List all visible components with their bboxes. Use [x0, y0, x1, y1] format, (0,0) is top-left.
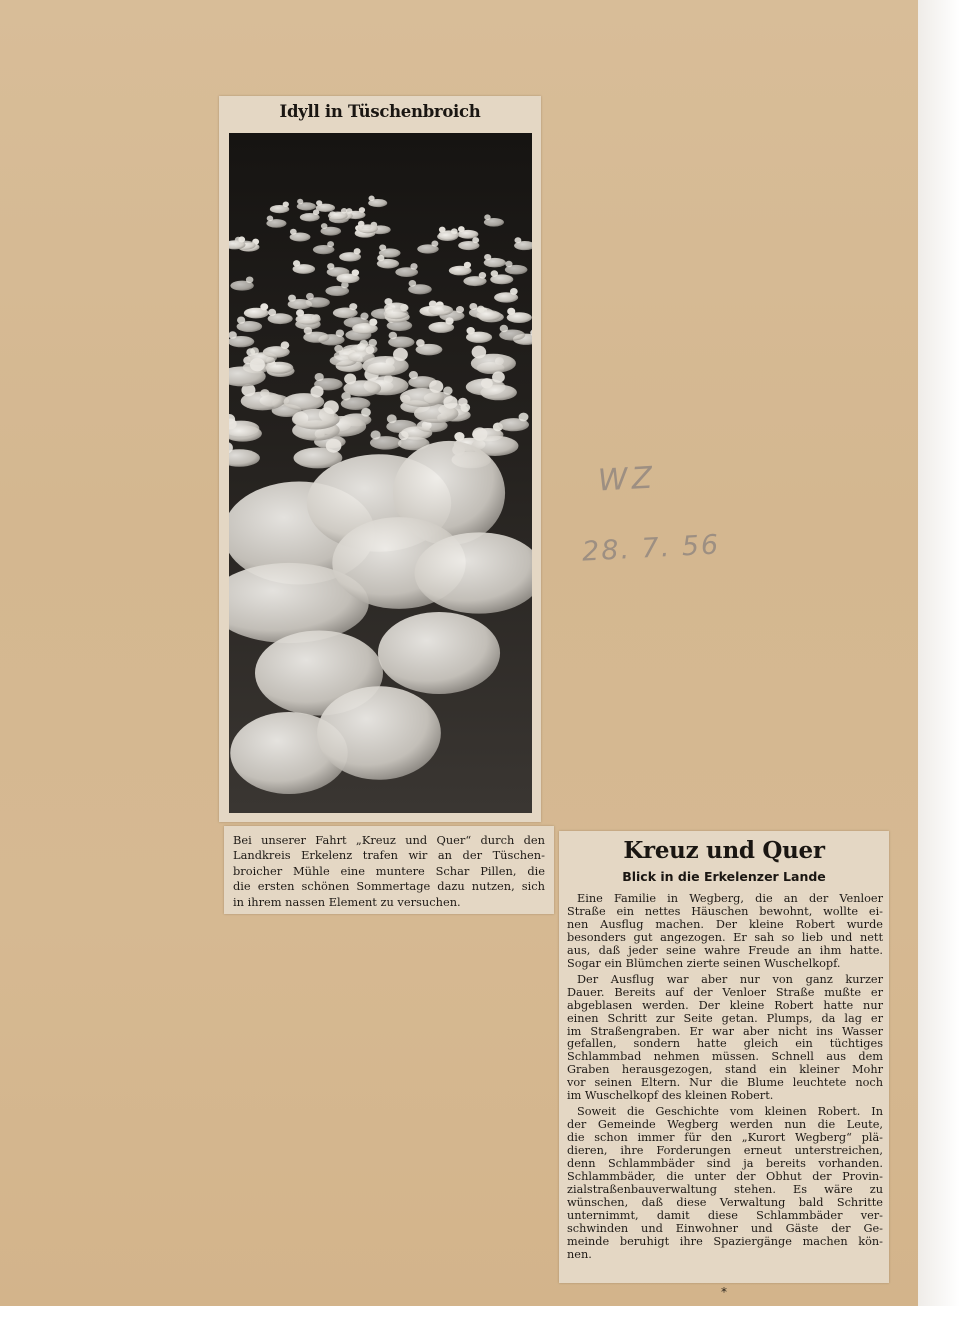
- article-paragraph: [567, 893, 883, 971]
- article-line: Schlammbäder, die unter der Obhut der Provin-: [567, 1170, 883, 1184]
- caption-clipping: [224, 826, 554, 914]
- article-line: einen Schritt zur Seite getan. Plumps, da lag er: [567, 1011, 883, 1025]
- article-headline: Kreuz und Quer: [623, 837, 825, 864]
- photo-caption: [233, 833, 545, 910]
- article-line: Soweit die Geschichte vom kleinen Robert. In: [577, 1105, 883, 1119]
- article-body: [567, 893, 883, 1265]
- duckling-shape: [317, 686, 441, 780]
- article-line: gefallen, sondern hatte gleich ein tüchtiges: [567, 1037, 883, 1051]
- article-line: aus, daß jeder seine wahre Freude an ihm hatte.: [567, 943, 883, 957]
- article-line: zialstraßenbauverwaltung stehen. Es wäre zu: [567, 1182, 883, 1196]
- article-clipping: [559, 831, 889, 1299]
- article-line: dieren, ihre Forderungen erneut unterstreichen,: [567, 1144, 883, 1158]
- article-paragraph: [567, 974, 883, 1104]
- article-line: meinde beruhigt ihre Spaziergänge machen kön-: [567, 1234, 883, 1248]
- article-line: Schlammbad nehmen müssen. Schnell aus dem: [567, 1050, 883, 1064]
- article-line: nen Ausflug machen. Der kleine Robert wurde: [567, 917, 883, 931]
- article-line: wünschen, daß diese Verwaltung bald Schritte: [567, 1195, 883, 1209]
- article-line: besonders gut angezogen. Er sah so lieb und nett: [567, 930, 883, 944]
- caption-line: Bei unserer Fahrt „Kreuz und Quer“ durch den: [233, 833, 545, 847]
- article-line: Sogar ein Blümchen zierte seinen Wuschelkopf.: [567, 956, 841, 970]
- article-line: die schon immer für den „Kurort Wegberg“ plä-: [567, 1131, 883, 1145]
- page-edge: [918, 0, 960, 1321]
- caption-line: broicher Mühle eine muntere Schar Pillen, die: [233, 863, 545, 878]
- article-line: abgeblasen werden. Der kleine Robert hatte nur: [567, 998, 883, 1012]
- photo-title: Idyll in Tüschenbroich: [279, 102, 481, 121]
- caption-line: in ihrem nassen Element zu versuchen.: [233, 894, 461, 909]
- caption-line: die ersten schönen Sommertage dazu nutzen, sich: [233, 879, 545, 894]
- pencil-source-note: WZ: [597, 460, 658, 499]
- end-mark: *: [721, 1285, 727, 1299]
- ducks-photo: [229, 133, 532, 813]
- article-line: Der Ausflug war aber nur von ganz kurzer: [577, 972, 883, 986]
- article-line: Dauer. Bereits auf der Venloer Straße mußte er: [567, 985, 883, 999]
- article-line: im Wuschelkopf des kleinen Robert.: [567, 1089, 774, 1103]
- article-line: nen.: [567, 1247, 592, 1261]
- article-paragraph: [567, 1106, 883, 1261]
- article-subheadline: Blick in die Erkelenzer Lande: [622, 869, 826, 884]
- article-line: Eine Familie in Wegberg, die an der Venloer: [577, 892, 883, 905]
- page-bottom-margin: [0, 1306, 960, 1321]
- article-line: unternimmt, damit diese Schlammbäder ver-: [567, 1208, 883, 1222]
- article-line: Straße ein nettes Häuschen bewohnt, wollte ei-: [567, 904, 883, 918]
- article-line: denn Schlammbäder sind ja bereits vorhanden.: [567, 1157, 883, 1171]
- photo-clipping: [219, 96, 541, 822]
- article-line: Graben herausgezogen, stand ein kleiner Mohr: [567, 1063, 883, 1077]
- article-line: im Straßengraben. Er war aber nicht ins Wasser: [567, 1024, 883, 1038]
- article-line: vor seinen Eltern. Nur die Blume leuchtete noch: [567, 1076, 883, 1090]
- pencil-date-note: 28. 7. 56: [581, 529, 721, 568]
- duckling-shape: [378, 612, 500, 694]
- caption-line: Landkreis Erkelenz trafen wir an der Tüschen-: [233, 848, 545, 863]
- article-line: der Gemeinde Wegberg werden nun die Leute,: [567, 1118, 883, 1132]
- article-line: schwinden und Einwohner und Gäste der Ge-: [567, 1221, 883, 1235]
